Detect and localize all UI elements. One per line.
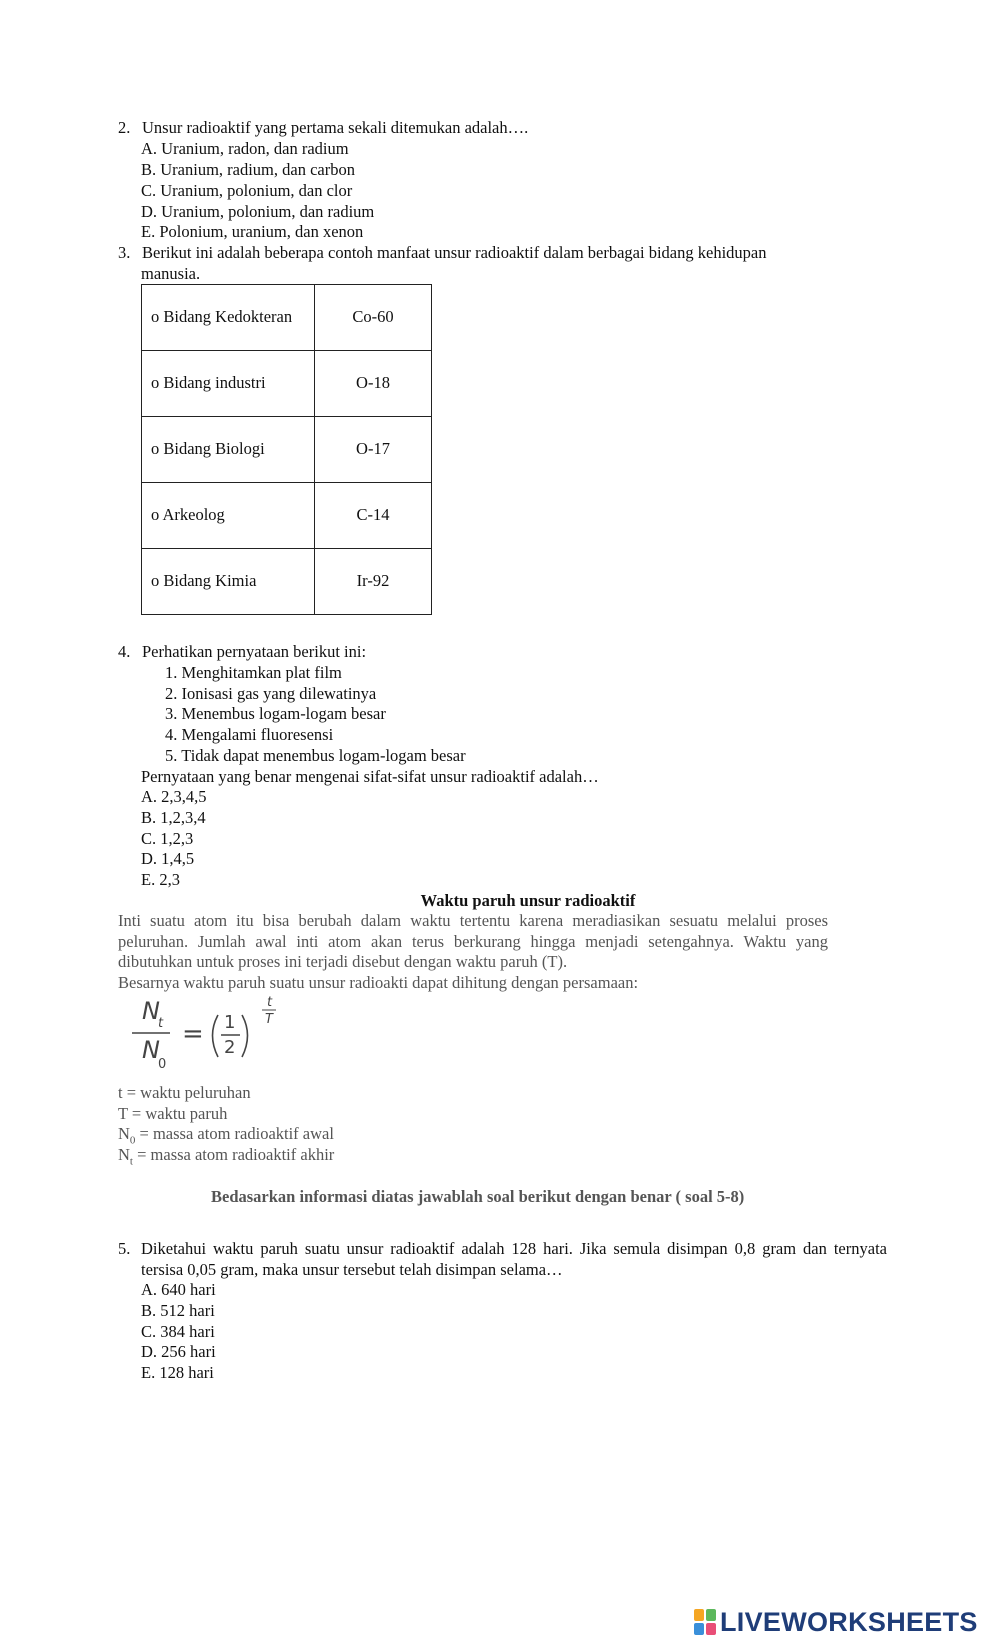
field-cell: o Bidang Kedokteran xyxy=(142,285,315,351)
legend-symbol: N xyxy=(118,1145,130,1164)
isotope-cell: Ir-92 xyxy=(315,549,432,615)
q4-prompt: Pernyataan yang benar mengenai sifat-sifat unsur radioaktif adalah… xyxy=(141,767,599,786)
table-row xyxy=(142,351,432,417)
info-paragraph: Inti suatu atom itu bisa berubah dalam waktu tertentu karena meradiasikan sesuatu melalui proses peluruhan. Jumlah awal inti atom akan terus berkurang hingga menjadi setengahnya. Waktu yang dibutuhkan untuk proses ini terjadi disebut dengan waktu paruh (T). xyxy=(118,911,828,972)
q4-statement-1: 1. Menghitamkan plat film xyxy=(165,663,342,682)
q4-option-d[interactable]: D. 1,4,5 xyxy=(141,849,195,868)
question-text: Perhatikan pernyataan berikut ini: xyxy=(142,642,367,661)
question-3 xyxy=(118,243,766,264)
formula-numerator-sub: t xyxy=(158,1016,164,1031)
formula-equals: = xyxy=(182,1019,204,1049)
q2-option-e[interactable]: E. Polonium, uranium, dan xenon xyxy=(141,222,364,241)
q2-option-c[interactable]: C. Uranium, polonium, dan clor xyxy=(141,181,353,200)
legend-item xyxy=(118,1104,227,1125)
q5-option-a[interactable]: A. 640 hari xyxy=(141,1280,216,1299)
formula-half-denominator: 2 xyxy=(224,1037,236,1058)
question-3-continuation: manusia. xyxy=(141,264,201,283)
question-number: 3. xyxy=(118,243,131,262)
question-5-number: 5. xyxy=(118,1239,131,1258)
q4-option-c[interactable]: C. 1,2,3 xyxy=(141,829,194,848)
logo-square xyxy=(706,1609,716,1621)
legend-symbol: T xyxy=(118,1104,128,1123)
q4-option-e[interactable]: E. 2,3 xyxy=(141,870,180,889)
logo-square xyxy=(706,1623,716,1635)
logo-square xyxy=(694,1609,704,1621)
q4-statement-4: 4. Mengalami fluoresensi xyxy=(165,725,334,744)
legend-subscript: t xyxy=(129,1155,133,1168)
q2-option-d[interactable]: D. Uranium, polonium, dan radium xyxy=(141,202,375,221)
legend-subscript: 0 xyxy=(129,1134,136,1147)
q4-option-b[interactable]: B. 1,2,3,4 xyxy=(141,808,206,827)
formula-denominator-sub: 0 xyxy=(158,1057,167,1072)
legend-description: = massa atom radioaktif akhir xyxy=(132,1145,335,1164)
liveworksheets-logo[interactable] xyxy=(694,1604,978,1640)
formula-numerator: N xyxy=(142,997,160,1025)
q4-option-a[interactable]: A. 2,3,4,5 xyxy=(141,787,207,806)
table-row xyxy=(142,285,432,351)
legend-item xyxy=(118,1145,334,1172)
isotope-cell: O-18 xyxy=(315,351,432,417)
q4-statement-5: 5. Tidak dapat menembus logam-logam besar xyxy=(165,746,466,765)
legend-symbol: N xyxy=(118,1124,130,1143)
legend-description: = waktu paruh xyxy=(127,1104,228,1123)
isotope-cell: C-14 xyxy=(315,483,432,549)
field-cell: o Bidang Biologi xyxy=(142,417,315,483)
q2-option-b[interactable]: B. Uranium, radium, dan carbon xyxy=(141,160,355,179)
q4-statement-3: 3. Menembus logam-logam besar xyxy=(165,704,386,723)
q5-option-e[interactable]: E. 128 hari xyxy=(141,1363,214,1382)
q5-option-d[interactable]: D. 256 hari xyxy=(141,1342,216,1361)
question-2 xyxy=(118,118,528,139)
question-text: Berikut ini adalah beberapa contoh manfaat unsur radioaktif dalam berbagai bidang kehidupan xyxy=(142,243,767,262)
question-number: 4. xyxy=(118,642,131,661)
isotope-cell: O-17 xyxy=(315,417,432,483)
section-heading: Waktu paruh unsur radioaktif xyxy=(420,891,636,910)
legend-description: = waktu peluruhan xyxy=(122,1083,251,1102)
question-text: Unsur radioaktif yang pertama sekali ditemukan adalah…. xyxy=(142,118,529,137)
legend-symbol: t xyxy=(118,1083,123,1102)
field-cell: o Arkeolog xyxy=(142,483,315,549)
table-row xyxy=(142,417,432,483)
question-5-text: Diketahui waktu paruh suatu unsur radioaktif adalah 128 hari. Jika semula disimpan 0,8 gram dan ternyata tersisa 0,05 gram, maka unsur tersebut telah disimpan selama… xyxy=(141,1239,887,1279)
q5-option-b[interactable]: B. 512 hari xyxy=(141,1301,215,1320)
equation-intro: Besarnya waktu paruh suatu unsur radioakti dapat dihitung dengan persamaan: xyxy=(118,973,639,992)
formula-denominator: N xyxy=(142,1036,160,1064)
formula-exponent-numerator: t xyxy=(267,995,273,1010)
q2-option-a[interactable]: A. Uranium, radon, dan radium xyxy=(141,139,349,158)
logo-text: LIVEWORKSHEETS xyxy=(720,1606,978,1637)
instruction-heading: Bedasarkan informasi diatas jawablah soal berikut dengan benar ( soal 5-8) xyxy=(211,1187,745,1206)
table-row xyxy=(142,549,432,615)
question-4 xyxy=(118,642,366,663)
field-cell: o Bidang Kimia xyxy=(142,549,315,615)
table-row xyxy=(142,483,432,549)
logo-square xyxy=(694,1623,704,1635)
logo-mark-icon xyxy=(694,1609,716,1635)
isotope-cell: Co-60 xyxy=(315,285,432,351)
legend-description: = massa atom radioaktif awal xyxy=(135,1124,334,1143)
field-cell: o Bidang industri xyxy=(142,351,315,417)
q4-statement-2: 2. Ionisasi gas yang dilewatinya xyxy=(165,684,377,703)
legend-item xyxy=(118,1083,251,1104)
question-number: 2. xyxy=(118,118,131,137)
formula-half-numerator: 1 xyxy=(224,1012,236,1033)
radioisotope-usage-table xyxy=(141,284,432,615)
q5-option-c[interactable]: C. 384 hari xyxy=(141,1322,215,1341)
half-life-formula xyxy=(128,995,308,1075)
formula-exponent-denominator: T xyxy=(265,1012,273,1027)
